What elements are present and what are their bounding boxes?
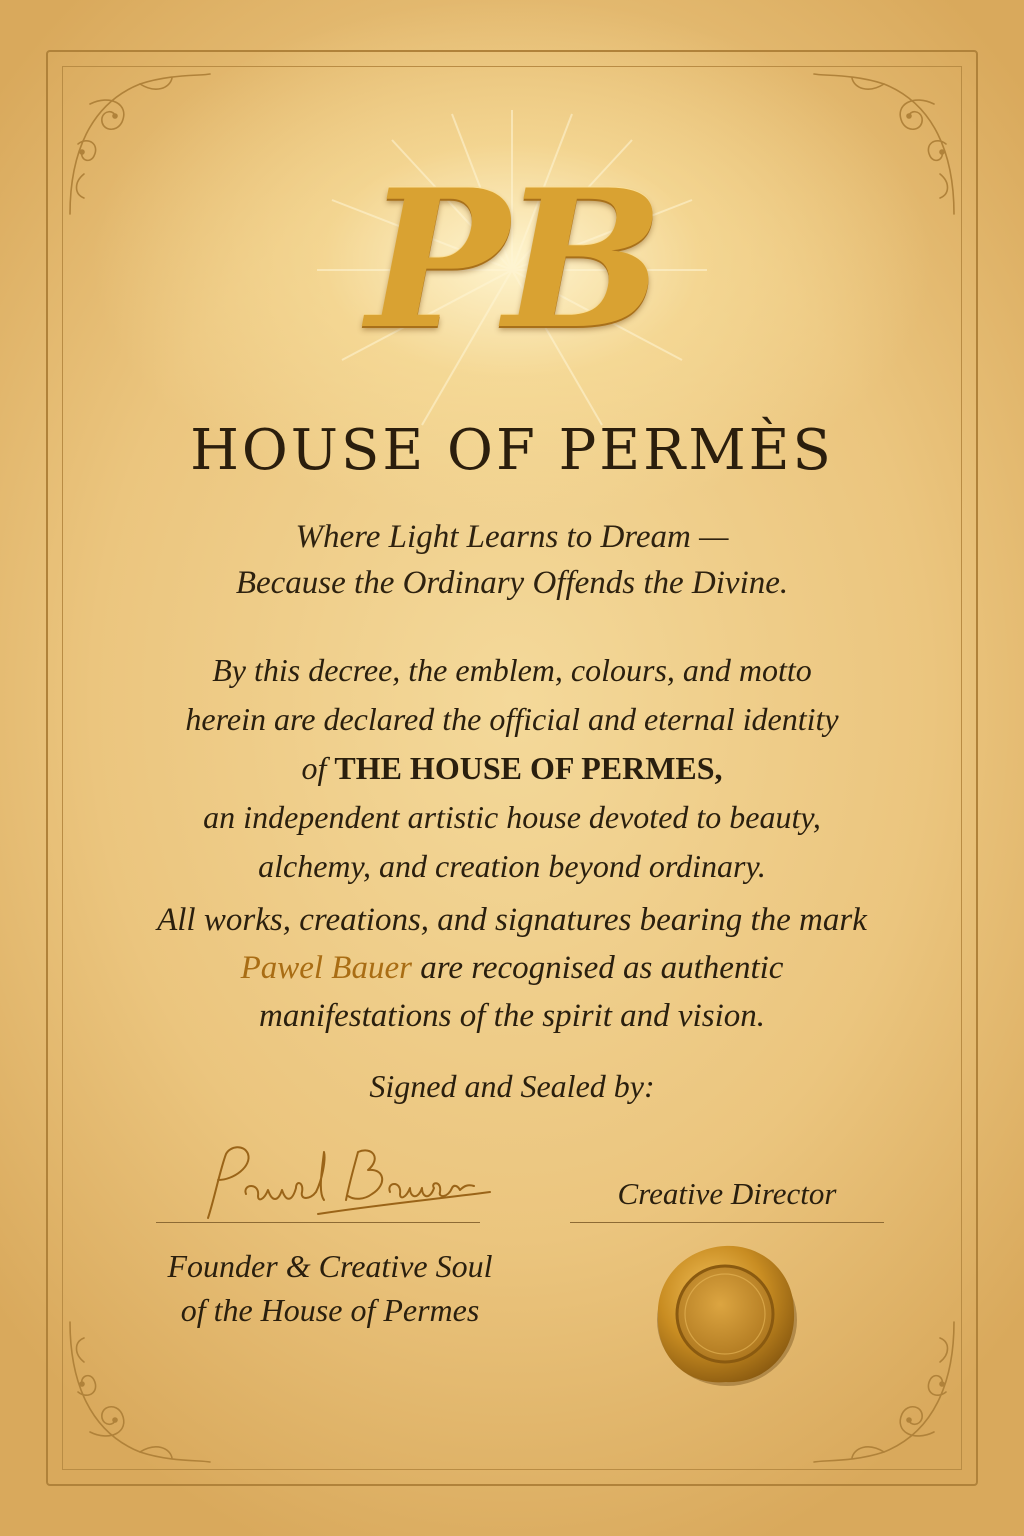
signed-label: Signed and Sealed by: [369, 1068, 655, 1104]
decree-line-1: By this decree, the emblem, colours, and motto [212, 652, 812, 688]
handwritten-signature [168, 1140, 498, 1230]
works-line-1: All works, creations, and signatures bearing the mark [157, 902, 867, 938]
decree-line-3 [110, 744, 914, 793]
works-line-2-rest: are recognised as authentic [411, 950, 784, 986]
decree-house-name: THE HOUSE OF PERMES, [334, 750, 723, 786]
works-line-3: manifestations of the spirit and vision. [258, 998, 765, 1034]
founder-title [120, 1244, 540, 1332]
works-mark-name: Pawel Bauer [240, 950, 412, 986]
motto-line-1: Where Light Learns to Dream — [295, 519, 729, 555]
founder-title-line-2: of the House of Permes [180, 1292, 480, 1328]
decree-paragraph [110, 646, 914, 891]
wax-seal-icon [650, 1240, 800, 1390]
creative-director-label: Creative Director [617, 1176, 837, 1211]
signature-line-left [156, 1222, 480, 1223]
motto [0, 514, 1024, 606]
corner-flourish-bottom-right-icon [804, 1312, 964, 1472]
decree-line-4: an independent artistic house devoted to beauty, [203, 799, 821, 835]
decree-line-5: alchemy, and creation beyond ordinary. [258, 848, 766, 884]
corner-flourish-bottom-left-icon [60, 1312, 220, 1472]
motto-line-2: Because the Ordinary Offends the Divine. [235, 565, 789, 601]
signature-line-right [570, 1222, 884, 1223]
works-paragraph [100, 896, 924, 1040]
decree-line-3-prefix: of [301, 750, 335, 786]
house-title: HOUSE OF PERMÈS [190, 418, 834, 483]
founder-title-line-1: Founder & Creative Soul [167, 1248, 493, 1284]
decree-line-2: herein are declared the official and eternal identity [185, 701, 839, 737]
pb-monogram-logo: PB [366, 148, 658, 371]
works-line-2 [100, 944, 924, 992]
